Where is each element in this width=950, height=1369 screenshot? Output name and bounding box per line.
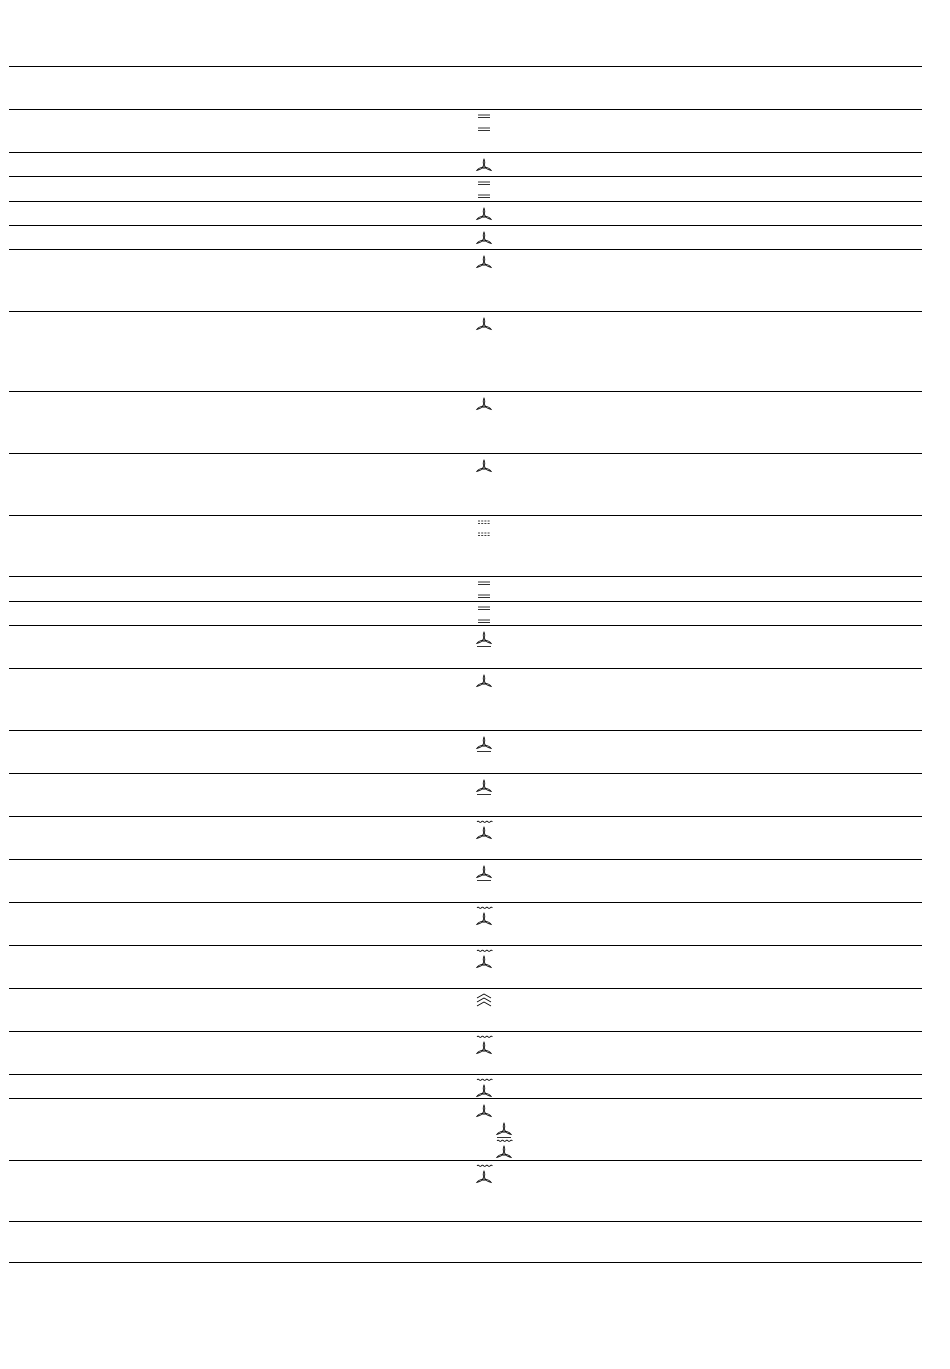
- mode-cell: [475, 903, 515, 945]
- mode-cell: [475, 626, 515, 668]
- table-row: [9, 1031, 922, 1074]
- fan-icon: [475, 457, 493, 477]
- fan-grill-icon: [475, 820, 493, 840]
- mode-cell: [475, 454, 515, 515]
- top-bottom-heat-icon: [475, 605, 493, 625]
- mode-cell: [475, 602, 515, 625]
- fan-bottom-heat-icon: [475, 734, 493, 754]
- fan-grill-icon: [475, 1078, 493, 1098]
- mode-cell: [475, 177, 515, 201]
- table-row: [9, 601, 922, 625]
- table-row: [9, 773, 922, 816]
- fan-icon: [475, 1102, 493, 1122]
- mode-cell: [475, 817, 515, 859]
- table-row: [9, 391, 922, 453]
- table-row: [9, 453, 922, 515]
- mode-cell: [475, 946, 515, 988]
- fan-icon: [475, 395, 493, 415]
- top-bottom-heat-icon: [475, 580, 493, 600]
- table-row: [9, 902, 922, 945]
- table-row: [9, 625, 922, 668]
- fan-icon: [475, 672, 493, 692]
- mode-cell: [475, 1161, 515, 1221]
- table-row: [9, 576, 922, 601]
- mode-cell: [475, 392, 515, 453]
- mode-cell: [475, 1032, 515, 1074]
- mode-cell: [475, 67, 515, 109]
- mode-cell: [475, 1075, 515, 1098]
- table-row: [9, 66, 922, 109]
- dashed-heat-icon: [475, 519, 493, 539]
- mode-cell: [475, 312, 515, 391]
- fan-icon: [475, 253, 493, 273]
- table-row: [9, 816, 922, 859]
- table-row: [9, 225, 922, 249]
- table-row: [9, 1160, 922, 1221]
- fan-grill-icon: [475, 949, 493, 969]
- fan-bottom-heat-icon: [475, 777, 493, 797]
- mode-cell: [475, 1099, 515, 1160]
- fan-bottom-heat-icon: [475, 629, 493, 649]
- mode-cell: [475, 516, 515, 576]
- table-row: [9, 988, 922, 1031]
- table-row: [9, 515, 922, 576]
- fan-bottom-heat-icon: [495, 1120, 513, 1140]
- table-row: [9, 859, 922, 902]
- settings-table: [9, 66, 922, 1263]
- mode-cell: [475, 250, 515, 311]
- top-bottom-heat-icon: [475, 113, 493, 133]
- full-grill-icon: [475, 992, 493, 1012]
- mode-cell: [475, 989, 515, 1031]
- table-row: [9, 730, 922, 773]
- table-row: [9, 668, 922, 730]
- table-row: [9, 1074, 922, 1098]
- table-row: [9, 176, 922, 201]
- mode-cell: [475, 860, 515, 902]
- mode-cell: [475, 577, 515, 601]
- mode-cell: [475, 1222, 515, 1262]
- mode-cell: [475, 153, 515, 176]
- table-row: [9, 201, 922, 225]
- table-row: [9, 1221, 922, 1263]
- fan-icon: [475, 229, 493, 249]
- fan-bottom-heat-icon: [475, 863, 493, 883]
- table-row: [9, 152, 922, 176]
- fan-grill-icon: [475, 906, 493, 926]
- table-row: [9, 311, 922, 391]
- fan-icon: [475, 205, 493, 225]
- mode-cell: [475, 669, 515, 730]
- mode-cell: [475, 202, 515, 225]
- fan-grill-icon: [475, 1035, 493, 1055]
- fan-icon: [475, 156, 493, 176]
- top-bottom-heat-icon: [475, 180, 493, 200]
- table-row: [9, 1098, 922, 1160]
- fan-icon: [475, 315, 493, 335]
- mode-cell: [475, 731, 515, 773]
- table-row: [9, 249, 922, 311]
- mode-cell: [475, 226, 515, 249]
- fan-grill-icon: [495, 1139, 513, 1159]
- table-row: [9, 945, 922, 988]
- mode-cell: [475, 774, 515, 816]
- mode-cell: [475, 110, 515, 152]
- table-row: [9, 109, 922, 152]
- fan-grill-icon: [475, 1164, 493, 1184]
